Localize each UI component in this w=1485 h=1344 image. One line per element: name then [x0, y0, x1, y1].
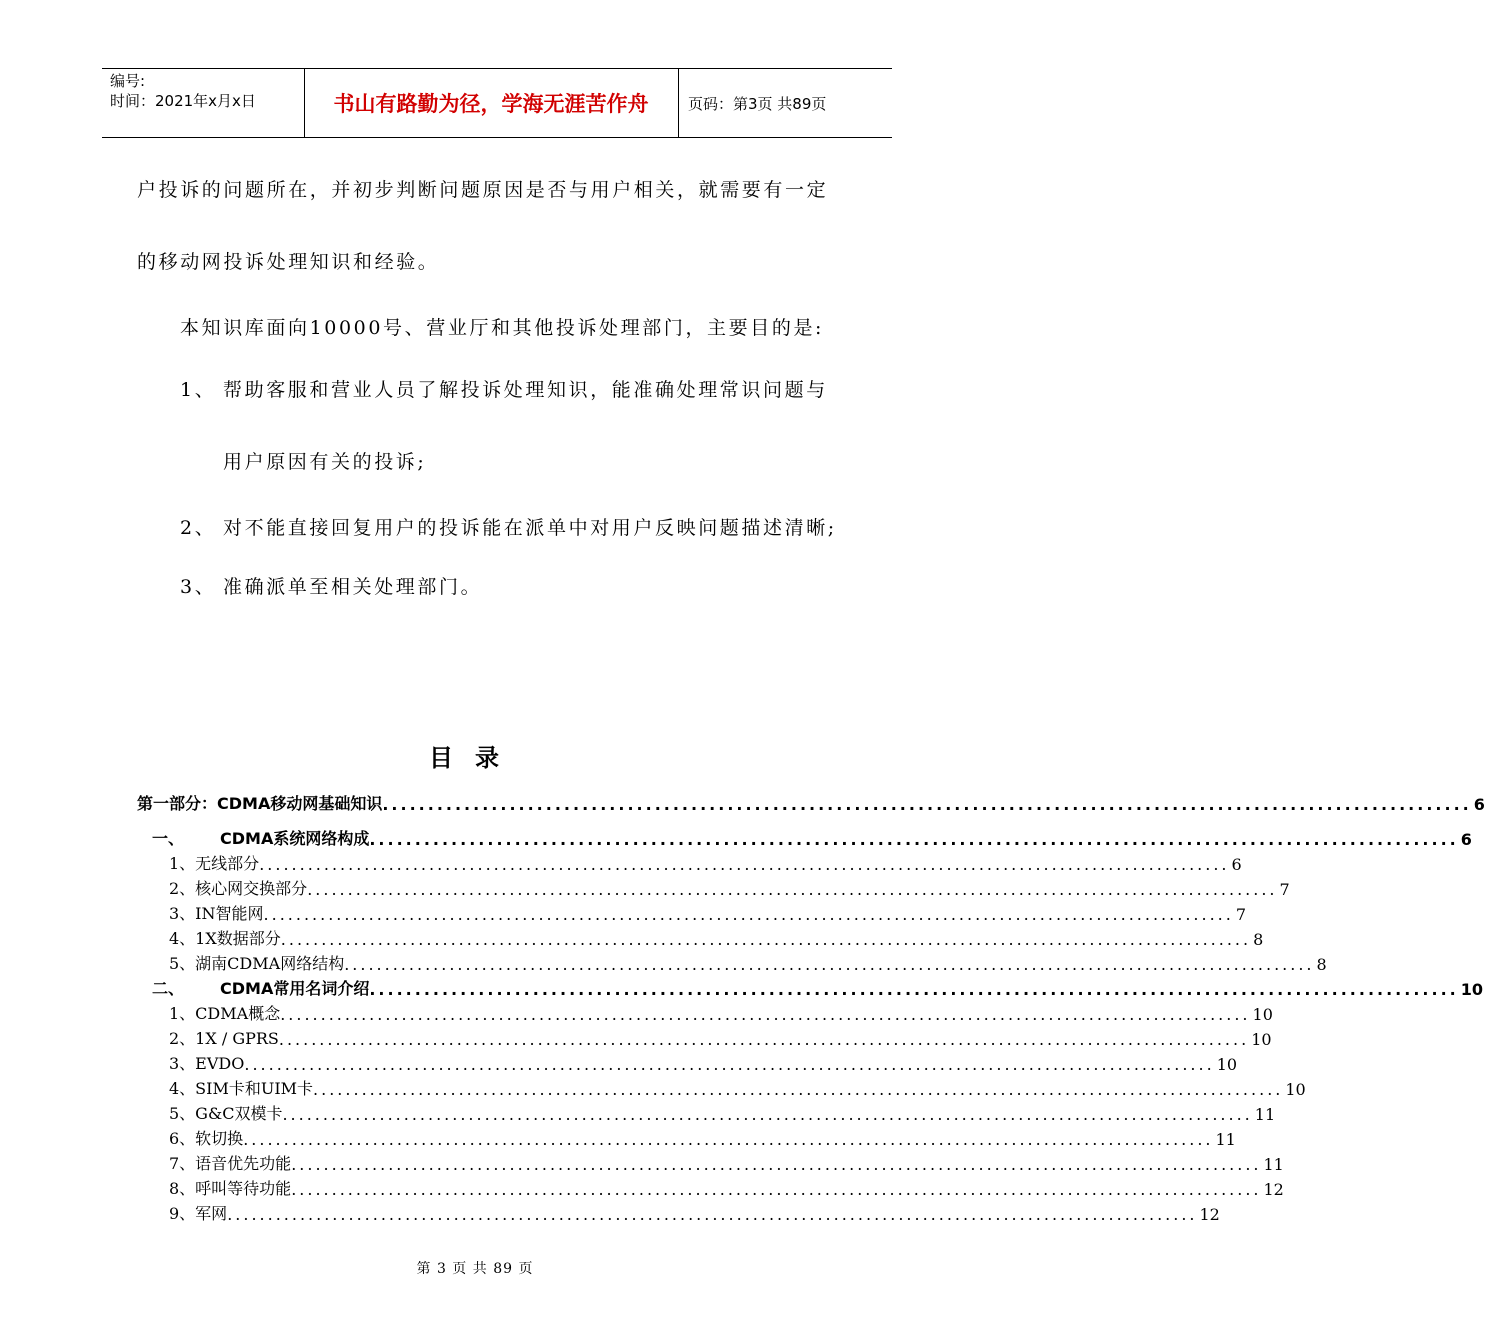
toc-entry-label: 6、软切换	[169, 1129, 244, 1148]
toc-entry[interactable]	[169, 850, 1242, 874]
list-item-2-text: 对不能直接回复用户的投诉能在派单中对用户反映问题描述清晰;	[223, 517, 837, 539]
toc-entry-label: 5、G&C双模卡	[169, 1104, 283, 1123]
toc-entry-label: 2、核心网交换部分	[169, 879, 308, 898]
list-item-1-number: 1、	[180, 379, 217, 401]
toc-entry-label: 2、1X / GPRS	[169, 1029, 279, 1048]
toc-entry-number: 二、	[152, 979, 185, 998]
header-page-info: 页码：第3页 共89页	[688, 94, 827, 113]
toc-entry-label: 4、1X数据部分	[169, 929, 281, 948]
toc-entry[interactable]	[169, 950, 1327, 974]
toc-entry-page: 12	[1199, 1205, 1220, 1224]
toc-entry-page: 11	[1263, 1155, 1284, 1174]
toc-leader: ........................................................................................................................	[259, 855, 1230, 874]
toc-entry-page: 6	[1473, 795, 1485, 814]
toc-entry-label: 9、军网	[169, 1204, 228, 1223]
toc-leader: ........................................................................................................................	[382, 795, 1472, 814]
toc-leader: ........................................................................................................................	[344, 955, 1315, 974]
toc-entry[interactable]	[169, 1025, 1272, 1049]
toc-entry[interactable]	[137, 790, 1485, 814]
toc-title: 目录	[429, 744, 521, 772]
header-meta	[110, 71, 256, 111]
toc-entry-page: 11	[1215, 1130, 1236, 1149]
body-line-3: 本知识库面向10000号、营业厅和其他投诉处理部门，主要目的是:	[180, 317, 825, 339]
toc-entry[interactable]	[169, 1000, 1273, 1024]
toc-leader: ........................................................................................................................	[243, 1130, 1214, 1149]
toc-entry-page: 11	[1254, 1105, 1276, 1124]
toc-entry[interactable]	[169, 925, 1264, 949]
toc-entry-page: 10	[1460, 980, 1483, 999]
toc-entry[interactable]	[169, 1125, 1236, 1149]
toc-leader: ........................................................................................................................	[227, 1205, 1198, 1224]
toc-leader: ........................................................................................................................	[280, 1005, 1251, 1024]
toc-entry-label: 3、EVDO	[169, 1054, 245, 1073]
page-footer: 第 3 页 共 89 页	[416, 1261, 534, 1277]
toc-entry-label: CDMA常用名词介绍	[220, 979, 370, 998]
header-divider	[678, 69, 679, 137]
body-line-2: 的移动网投诉处理知识和经验。	[137, 251, 440, 273]
toc-entry-label: 5、湖南CDMA网络结构	[169, 954, 345, 973]
list-item-3-text: 准确派单至相关处理部门。	[223, 576, 483, 598]
list-item-3-number: 3、	[180, 576, 217, 598]
toc-entry-page: 10	[1251, 1030, 1272, 1049]
toc-entry-page: 7	[1235, 905, 1247, 924]
toc-leader: ........................................................................................................................	[278, 1030, 1250, 1049]
toc-entry[interactable]	[169, 875, 1290, 899]
toc-entry-page: 10	[1285, 1080, 1306, 1099]
toc-entry-page: 6	[1460, 830, 1472, 849]
toc-entry-page: 8	[1253, 930, 1264, 949]
list-item-1-continued: 用户原因有关的投诉;	[223, 451, 427, 473]
toc-leader: ........................................................................................................................	[282, 1105, 1253, 1124]
toc-entry[interactable]	[169, 1100, 1276, 1124]
toc-entry[interactable]	[152, 825, 1472, 849]
toc-entry-page: 10	[1216, 1055, 1238, 1074]
toc-entry[interactable]	[152, 975, 1483, 999]
toc-entry-page: 6	[1231, 855, 1242, 874]
toc-leader: ........................................................................................................................	[369, 830, 1459, 849]
toc-leader: ........................................................................................................................	[291, 1155, 1262, 1174]
toc-entry[interactable]	[169, 1150, 1284, 1174]
toc-entry-page: 7	[1279, 880, 1290, 899]
toc-entry[interactable]	[169, 1075, 1306, 1099]
toc-entry-label: 3、IN智能网	[169, 904, 264, 923]
toc-leader: ........................................................................................................................	[307, 880, 1278, 899]
list-item-1-text: 帮助客服和营业人员了解投诉处理知识，能准确处理常识问题与	[223, 379, 828, 401]
toc-entry-page: 8	[1316, 955, 1327, 974]
toc-entry-label: 4、SIM卡和UIM卡	[169, 1079, 314, 1098]
page-header	[102, 68, 892, 138]
toc-leader: ........................................................................................................................	[369, 980, 1459, 999]
time-label: 时间：2021年x月x日	[110, 92, 256, 110]
serial-label: 编号:	[110, 72, 146, 90]
toc-entry-number: 一、	[152, 829, 185, 848]
toc-entry[interactable]	[169, 900, 1247, 924]
body-line-1: 户投诉的问题所在，并初步判断问题原因是否与用户相关，就需要有一定	[137, 179, 829, 201]
toc-leader: ........................................................................................................................	[263, 905, 1234, 924]
toc-leader: ........................................................................................................................	[291, 1180, 1262, 1199]
toc-entry-label: CDMA系统网络构成	[220, 829, 370, 848]
toc-entry-label: 7、语音优先功能	[169, 1154, 292, 1173]
toc-entry[interactable]	[169, 1175, 1284, 1199]
toc-entry-label: 8、呼叫等待功能	[169, 1179, 292, 1198]
toc-entry[interactable]	[169, 1200, 1220, 1224]
toc-leader: ........................................................................................................................	[280, 930, 1252, 949]
toc-entry[interactable]	[169, 1050, 1238, 1074]
toc-entry-label: 第一部分：CDMA移动网基础知识	[137, 794, 383, 813]
toc-entry-page: 12	[1263, 1180, 1284, 1199]
toc-leader: ........................................................................................................................	[313, 1080, 1284, 1099]
header-motto: 书山有路勤为径，学海无涯苦作舟	[333, 92, 649, 116]
toc-entry-label: 1、无线部分	[169, 854, 260, 873]
list-item-2-number: 2、	[180, 517, 217, 539]
toc-leader: ........................................................................................................................	[244, 1055, 1215, 1074]
toc-entry-page: 10	[1252, 1005, 1273, 1024]
toc-entry-label: 1、CDMA概念	[169, 1004, 281, 1023]
